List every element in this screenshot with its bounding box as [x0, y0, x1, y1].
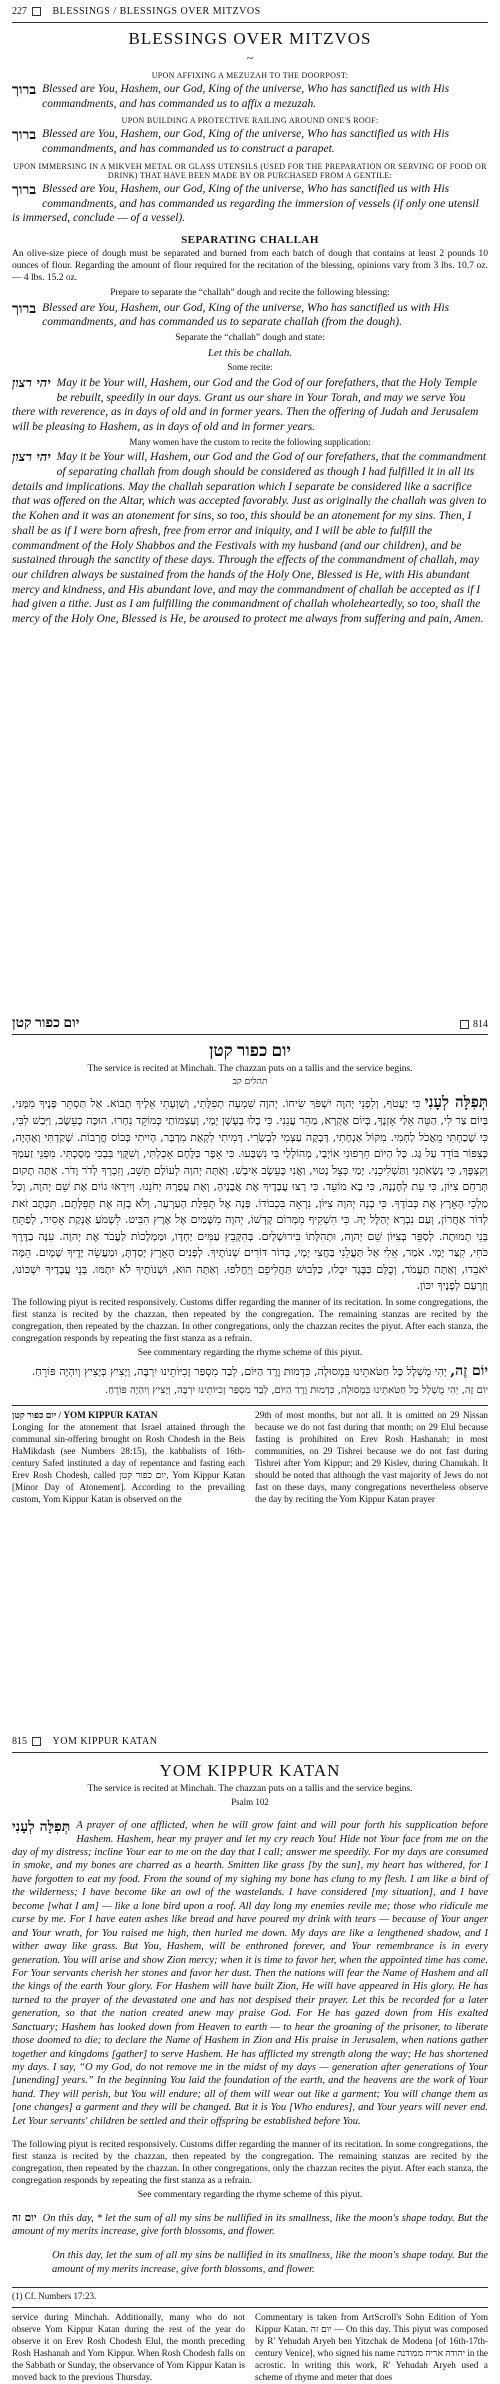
baruch-word: ברוך — [12, 127, 37, 144]
commentary-col-1: service during Minchah. Additionally, many who do not observe Yom Kippur Katan during the rest of the year do observe it on Erev Rosh Chodesh Elul, the month preceding Rosh Hashanah and Yom Kippur. When Rosh Chodesh falls on the Sabbath or Sunday, the observance of Yom Kippur Katan is moved back to the previous Thursday. — [12, 2311, 245, 2382]
service-intro: The service is recited at Minchah. The chazzan puts on a tallis and the service begins. — [87, 1784, 413, 1794]
page-number: 815 — [12, 1735, 27, 1747]
some-recite: Some recite: — [227, 362, 273, 373]
running-head-title: יום כפור קטן — [12, 1016, 80, 1031]
footnote: (1) Cf. Numbers 17:23. — [12, 2287, 488, 2301]
section-heading: UPON AFFIXING A MEZUZAH TO THE DOORPOST: — [151, 71, 349, 80]
piyut-stanza: יום זה On this day, * let the sum of all my sins be nullified in its smallness, like the moon's shape today. But the amount of my merits increase, give forth blossoms, and flower. — [12, 2212, 488, 2238]
baruch-word: ברוך — [12, 181, 37, 198]
yom-zeh: יום זה — [12, 2212, 37, 2225]
piyut-instruction: The following piyut is recited responsively. Customs differ regarding the manner of its recitation. In some congregations, the first stanza is recited by the chazzan, then repeated by the congregation. The remaining stanzas are recited by the congregation, then repeated by the chazzan. In other congregations, only the chazzan recites the piyut. After each stanza, the congregation responds by repeating the first stanza as a refrain. — [12, 2139, 488, 2187]
square-icon — [32, 7, 41, 16]
let-be-challah: Let this be challah. — [207, 347, 293, 360]
psalm-hebrew: תְּפִלָּה לְעָנִי כִּי יַעֲטֹף, וְלִפְנֵי יְהוָה יִשְׁפֹּךְ שִׂיחוֹ. יְהוָה שִׁמְעָה תְפִלָּתִי, וְשַׁוְעָתִי אֵלֶיךָ תָבוֹא. אַל תַּסְתֵּר פָּנֶיךָ מִמֶּנִּי, בְּיוֹם צַר לִי, הַטֵּה אֵלַי אָזְנֶךָ, בְּיוֹם אֶקְרָא, מַהֵר עֲנֵנִי. כִּי כָלוּ בְעָשָׁן יָמָי, וְעַצְמוֹתַי כְּמוֹקֵד נִחָרוּ. הוּכָּה כָעֵשֶׂב, וַיִּבַשׁ לִבִּי, כִּי שָׁכַחְתִּי מֵאֲכֹל לַחְמִי. מִקּוֹל אַנְחָתִי, דָּבְקָה עַצְמִי לִבְשָׂרִי. דָּמִיתִי לִקְאַת מִדְבָּר, הָיִיתִי כְּכוֹס חֳרָבוֹת. שָׁקַדְתִּי וָאֶהְיֶה, כְּצִפּוֹר בּוֹדֵד עַל גָּג. כָּל הַיּוֹם חֵרְפוּנִי אוֹיְבָי, מְהוֹלָלַי בִּי נִשְׁבָּעוּ. כִּי אֵפֶר כַּלֶּחֶם אָכָלְתִּי, וְשִׁקֻּוַי בִּבְכִי מָסָכְתִּי. מִפְּנֵי זַעַמְךָ וְקִצְפֶּךָ, כִּי נְשָׂאתַנִי וַתַּשְׁלִיכֵנִי. יָמַי כְּצֵל נָטוּי, וַאֲנִי כָּעֵשֶׂב אִיבָשׁ. וְאַתָּה יְהוָה לְעוֹלָם תֵּשֵׁב, וְזִכְרְךָ לְדֹר וָדֹר. אַתָּה תָקוּם תְּרַחֵם צִיּוֹן, כִּי עֵת לְחֶנְנָהּ, כִּי בָא מוֹעֵד. כִּי רָצוּ עֲבָדֶיךָ אֶת אֲבָנֶיהָ, וְאֶת עֲפָרָהּ יְחֹנֵנוּ. וְיִירְאוּ גוֹיִם אֶת שֵׁם יְהוָה, וְכָל מַלְכֵי הָאָרֶץ אֶת כְּבוֹדֶךָ. כִּי בָנָה יְהוָה צִיּוֹן, נִרְאָה בִּכְבוֹדוֹ. פָּנָה אֶל תְּפִלַּת הָעַרְעָר, וְלֹא בָזָה אֶת תְּפִלָּתָם. תִּכָּתֶב זֹאת לְדוֹר אַחֲרוֹן, וְעַם נִבְרָא יְהַלֶּל יָהּ. כִּי הִשְׁקִיף מִמְּרוֹם קָדְשׁוֹ, יְהוָה מִשָּׁמַיִם אֶל אֶרֶץ הִבִּיט. לִשְׁמֹעַ אֶנְקַת אָסִיר, לְפַתֵּחַ בְּנֵי תְמוּתָה. לְסַפֵּר בְּצִיּוֹן שֵׁם יְהוָה, וּתְהִלָּתוֹ בִּירוּשָׁלָיִם. בְּהִקָּבֵץ עַמִּים יַחְדָּו, וּמַמְלָכוֹת לַעֲבֹד אֶת יְהוָה. עִנָּה בַדֶּרֶךְ כֹּחִי, קִצַּר יָמָי. אֹמַר, אֵלִי אַל תַּעֲלֵנִי בַּחֲצִי יָמָי, בְּדוֹר דּוֹרִים שְׁנוֹתֶיךָ. לְפָנִים הָאָרֶץ יָסַדְתָּ, וּמַעֲשֵׂה יָדֶיךָ שָׁמָיִם. הֵמָּה יֹאבֵדוּ, וְאַתָּה תַעֲמֹד, וְכֻלָּם כַּבֶּגֶד יִבְלוּ, כַּלְּבוּשׁ תַּחֲלִיפֵם וְיַחֲלֹפוּ. וְאַתָּה הוּא, וּשְׁנוֹתֶיךָ לֹא יִתָּמּוּ. בְּנֵי עֲבָדֶיךָ יִשְׁכּוֹנוּ, וְזַרְעָם לְפָנֶיךָ יִכּוֹן. — [12, 1092, 488, 1293]
baruch-word: ברוך — [12, 300, 37, 317]
commentary-note: See commentary regarding the rhyme scheme of this piyut. — [137, 2190, 363, 2201]
yom-zeh: יוֹם זֶה, — [450, 1363, 488, 1380]
psalm-ref: תהלים קב — [232, 1077, 268, 1088]
square-icon — [32, 1737, 41, 1746]
blessing-text: ברוך Blessed are You, Hashem, our God, King of the universe, Who has sanctified us with His commandments, and has commanded us to separate challah (from the dough). — [12, 300, 450, 329]
blessing-text: ברוך Blessed are You, Hashem, our God, King of the universe, Who has sanctified us with His commandments, and has commanded us regarding the immersion of vessels (if only one utensil is immersed, conclude — of a vessel). — [12, 181, 479, 225]
challah-note: An olive-size piece of dough must be separated and burned from each batch of dough that contains at least 2 pounds 10 ounces of flour. Regarding the amount of flour required for the recitation of the blessing, opinions vary from 3 lbs. 10.7 oz. — 4 lbs. 15.2 oz. — [12, 249, 488, 284]
commentary-col-1: יום כפור קטן / YOM KIPPUR KATAN Longing for the atonement that Israel attained through the communal sin-offering brought on Rosh Chodesh in the Beis HaMikdash (see Numbers 28:15), the kabbalists of 16th-century Safed instituted a day of repentance and fasting each Erev Rosh Chodesh, called יום כפור קטן, Yom Kippur Katan [Minor Day of Atonement]. According to the prevailing custom, Yom Kippur Katan is observed on the — [12, 1409, 245, 1504]
piyut-instruction: The following piyut is recited responsively. Customs differ regarding the manner of its recitation. In some congregations, the first stanza is recited by the chazzan, then repeated by the congregation. The remaining stanzas are recited by the congregation, then repeated by the chazzan. In other congregations, only the chazzan recites the piyut. After each stanza, the congregation responds by repeating the first stanza as a refrain. — [12, 1297, 488, 1345]
running-head — [12, 0, 488, 23]
piyut-hebrew: יוֹם זֶה, יְהִי מֻשְׁלָל כָּל חַטֹּאתֵינוּ בִּמְסוּלָה, כִּדְמוּת וֶרֶד הַיּוֹם, לְבַד מִסְפַּר זָכִיּוֹתֵינוּ יִרְבֶּה, וְיָצִיץ כְּיָצִיץ וְיִהְיֶה פּוֹרֵחַ. יוֹם זֶה, יְהִי מֻשְׁלָל כָּל חַטֹּאתֵינוּ בִּמְסוּלָה, כִּדְמוּת וֶרֶד הַיּוֹם, לְבַד מִסְפַּר זָכִיּוֹתֵינוּ יִרְבֶּה, וְיָצִיץ וְיִהְיֶה פּוֹרֵחַ. — [31, 1363, 488, 1397]
challah-heading: SEPARATING CHALLAH — [181, 234, 319, 247]
page-title: יום כפור קטן — [209, 1041, 291, 1060]
commentary-note: See commentary regarding the rhyme scheme of this piyut. — [137, 1348, 363, 1359]
running-head — [12, 1000, 488, 1035]
psalm-translation: תְּפִלָּה לְעָנִי A prayer of one afflicted, when he will grow faint and will pour forth his supplication before Hashem. Hashem, hear my prayer and let my cry reach You! Hide not Your face from me on the day of my distress; incline Your ear to me on the day that I call; answer me speedily. For my days are consumed in smoke, and my bones are charred as a hearth. Smitten like grass [by the sun], my heart has withered, for I have forgotten to eat my food. From the sound of my sighing my bone has clung to my flesh. I am like a bird of the wilderness; I have become like an owl of the wastelands. I have considered [my situation], and I have become [what I am] — like a lone bird upon a roof. All day long my enemies revile me; those who ridicule me curse by me. For I have eaten ashes like bread and have poured my drink with tears — because of Your anger and Your wrath, for You raised me high, then hurled me down. My days are like a lengthened shadow, and I wither away like grass. But You, Hashem, will be enthroned forever, and Your remembrance is in every generation. You will arise and show Zion mercy; when it is time to favor her, when the appointed time has come. For Your servants cherish her stones and favor her dust. Then the nations will fear the Name of Hashem and all the kings of the earth Your glory. For Hashem will have built Zion, He will have appeared in His glory. He has turned to the prayer of the devastated one and has not despised their prayer. Let this be recorded for a later generation, so that the nation created anew may praise God. For He has gazed down from His exalted Sanctuary; Hashem has looked down from Heaven to earth — to hear the groaning of the prisoner, to liberate those doomed to die; to declare the Name of Hashem in Zion and His praise in Jerusalem, when nations gather together and kingdoms [gather] to serve Hashem. He has afflicted my strength along the way; He has shortened my days. I say, “O my God, do not remove me in the midst of my days — generation after generations of Your [unending] years.” In the beginning You laid the foundation of the earth, and the heavens are the work of Your hand. They will perish, but You will endure; all of them will wear out like a garment; You will change them as [one changes] a garment and they will be changed. But it is You [Who endures], and Your years will never end. Let Your servants' children be settled and their offspring be established before You. — [12, 1819, 488, 2127]
blessing-text: ברוך Blessed are You, Hashem, our God, King of the universe, Who has sanctified us with His commandments, and has commanded us to affix a mezuzah. — [12, 82, 450, 110]
section-heading: UPON BUILDING A PROTECTIVE RAILING AROUND ONE'S ROOF: — [121, 116, 379, 126]
section-heading: UPON IMMERSING IN A MIKVEH METAL OR GLASS UTENSILS (USED FOR THE PREPARATION OR SERVING OF FOOD OR DRINK) THAT HAVE BEEN MADE BY OR PURCHASED FROM A GENTILE: — [13, 161, 487, 180]
opening-words: תְּפִלָּה לְעָנִי — [12, 1819, 71, 1836]
commentary-heading: יום כפור קטן / YOM KIPPUR KATAN — [12, 1409, 158, 1420]
commentary-col-2: Commentary is taken from ArtScroll's Sohn Edition of Yom Kippur Katan. יום זה — On this day. This piyut was composed by R' Yehudah Aryeh ben Yitzchak de Modena [of 16th-17th-century Venice], who signed his name יהודה אריה ממודנה in the acrostic. In writing this work, R' Yehudah Aryeh used a scheme of rhyme and meter that does — [255, 2311, 489, 2382]
page-title: YOM KIPPUR KATAN — [159, 1761, 341, 1780]
opening-words: תְּפִלָּה לְעָנִי — [424, 1092, 488, 1111]
separate-instruction: Separate the “challah” dough and state: — [175, 333, 325, 344]
yehi-ratzon: יהי רצון — [12, 450, 51, 466]
commentary-col-2: 29th of most months, but not all. It is omitted on 29 Nissan because we do not fast during that month; on 29 Elul because fasting is prohibited on Erev Rosh Hashanah; in most communities, on 29 Tishrei because we do not fast during Tishrei after Yom Kippur; and 29 Kislev, during Chanukah. It should be noted that although the vast majority of Jews do not fast on these days, many congregations nevertheless observe the day by reciting the Yom Kippur Katan prayer — [255, 1409, 488, 1504]
page-number: 227 — [12, 5, 27, 17]
many-women-note: Many women have the custom to recite the following supplication: — [129, 436, 371, 447]
commentary-columns — [12, 2307, 488, 2384]
running-head — [12, 1730, 488, 1753]
psalm-ref: Psalm 102 — [231, 1797, 269, 1808]
service-intro: The service is recited at Minchah. The chazzan puts on a tallis and the service begins. — [87, 1064, 413, 1074]
running-head-title: YOM KIPPUR KATAN — [52, 1735, 158, 1747]
ornament-divider: ~ — [246, 51, 254, 65]
page-title: BLESSINGS OVER MITZVOS — [128, 29, 372, 48]
page-number: 814 — [473, 1018, 488, 1030]
square-icon — [460, 1020, 469, 1029]
supplication-1: יהי רצון May it be Your will, Hashem, our God and the God of our forefathers, that the Holy Temple be rebuilt, speedily in our days. Grant us our share in Your Torah, and may we serve You there with reverence, as in days of old and in former years. Then the offering of Judah and Jerusalem will be pleasing to Hashem, as in days of old and in former years. — [12, 375, 479, 433]
challah-instruction: Prepare to separate the “challah” dough and recite the following blessing: — [110, 287, 390, 298]
blessing-text: ברוך Blessed are You, Hashem, our God, King of the universe, Who has sanctified us with His commandments, and has commanded us to construct a parapet. — [12, 127, 450, 156]
piyut-stanza: On this day, let the sum of all my sins be nullified in its smallness, like the moon's shape today. But the amount of my merits increase, give forth blossoms, and flower. — [52, 2250, 488, 2275]
baruch-word: ברוך — [12, 82, 37, 98]
page-814 — [0, 1000, 500, 1730]
supplication-2: יהי רצון May it be Your will, Hashem, our God and the God of our forefathers, that the commandment of separating challah from dough should be considered as though I had fulfilled it in all its details and implications. May the challah separation which I separate be considered like a sacrifice that was offered on the Altar, which was accepted favorably. Just as originally the challah was given to the Kohen and it was an atonement for sins, so too, this should be an atonement for my sins. Then, I shall be as if I were born afresh, free from error and iniquity, and I will be able to fulfill the commandment of the Holy Shabbos and the Festivals with my husband (and our children), and be sustained through the sanctity of these days. Through the effects of the commandment of challah, may our children always be sustained from the hands of the Holy One, Blessed is He, with His abundant mercy and kindness, and His abundant love, and may the commandment of challah be accepted as if I had given a tithe. Just as I am fulfilling the commandment of challah wholeheartedly, so too, shall the mercy of the Holy One, Blessed is He, be aroused to protect me always from suffering and pain, Amen. — [12, 450, 487, 626]
page-815 — [0, 1730, 500, 2384]
commentary-columns — [12, 1405, 488, 1506]
page-227 — [0, 0, 500, 1000]
running-head-title: BLESSINGS / BLESSINGS OVER MITZVOS — [52, 5, 261, 17]
yehi-ratzon: יהי רצון — [12, 375, 51, 391]
